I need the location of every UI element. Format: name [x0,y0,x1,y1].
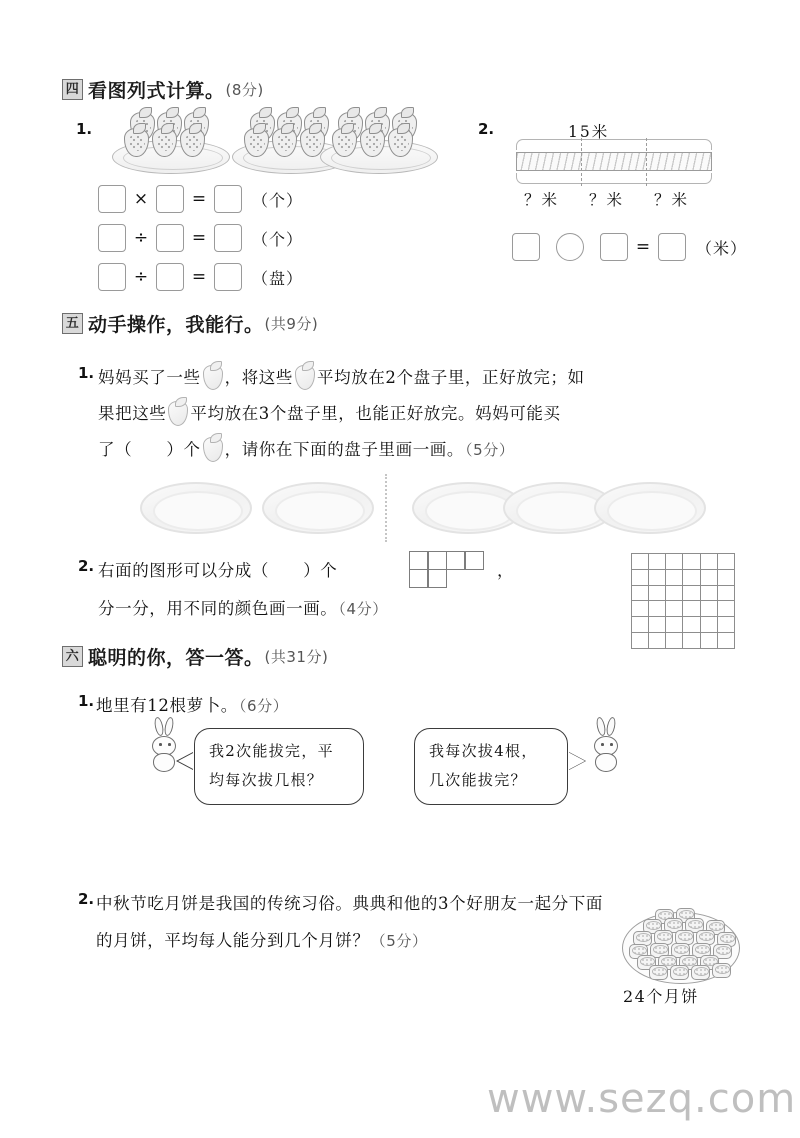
s5-q1-number: 1. [78,364,95,382]
answer-box[interactable] [156,185,184,213]
s4-q1-equation-row-1 [98,185,303,213]
s5-q1-text-a: 妈妈买了一些 [98,368,201,387]
s6-q1-text [96,690,288,721]
total-brace [516,139,712,150]
rope-bar-icon [516,152,712,171]
mooncake-icon [712,963,731,978]
section-heading-6 [62,643,328,670]
s6-q2-line-2 [96,925,428,956]
s5-q2-points: （4分） [338,600,388,618]
pear-icon [295,365,315,390]
s5-q2-line-1 [98,555,337,586]
bubble-right-line-1: 我每次拔4根， [429,742,538,760]
answer-box[interactable] [600,233,628,261]
segment-brace [516,173,712,184]
grid-cell[interactable] [701,554,718,570]
answer-box[interactable] [512,233,540,261]
grid-cell[interactable] [649,554,666,570]
shape-cell [465,551,484,570]
section-badge-4: 四 [62,79,83,100]
pear-icon [203,437,223,462]
answer-box[interactable] [98,263,126,291]
rabbit-right-icon [588,726,624,774]
s5-q2-text-b: 分一分，用不同的颜色画一画。 [98,599,338,618]
s6-q1-number: 1. [78,692,95,710]
s4-q2-rope-diagram [516,152,712,171]
answer-box[interactable] [214,185,242,213]
grid-cell[interactable] [718,617,735,633]
answer-box[interactable] [214,263,242,291]
grid-cell[interactable] [683,554,700,570]
mooncake-icon [670,965,689,980]
grid-cell[interactable] [649,601,666,617]
rabbit-eye-icon [610,743,613,746]
grid-cell[interactable] [683,586,700,602]
section-points-5: (共9分) [264,315,319,333]
draw-plate-left-2[interactable] [262,482,374,534]
shape-cell [409,569,428,588]
grid-cell[interactable] [649,570,666,586]
s5-q1-text-f: 了（ ）个 [98,440,201,459]
grid-cell[interactable] [666,601,683,617]
mooncake-icon [649,965,668,980]
rabbit-ear-icon [605,716,617,736]
site-watermark: www.sezq.com [487,1076,797,1122]
speech-bubble-right [414,728,568,805]
draw-plate-right-3[interactable] [594,482,706,534]
grid-cell[interactable] [649,586,666,602]
shape-cell [428,551,447,570]
rabbit-body-icon [153,753,175,772]
grid-cell[interactable] [718,586,735,602]
unit-label: （个） [252,229,304,249]
grid-cell[interactable] [632,617,649,633]
rabbit-ear-icon [595,716,607,736]
s5-q2-comma: ， [497,561,515,580]
s4-q2-number: 2. [478,120,495,138]
s5-q1-line-2 [98,398,561,429]
grid-cell[interactable] [701,586,718,602]
s4-q2-equation-row [512,233,747,261]
section-badge-6: 六 [62,646,83,667]
grid-cell[interactable] [632,601,649,617]
shape-cell [409,551,428,570]
answer-box[interactable] [98,224,126,252]
grid-cell[interactable] [649,617,666,633]
mooncake-icon [691,965,710,980]
plates-divider [385,474,387,542]
grid-cell[interactable] [718,601,735,617]
bubble-left-line-2: 均每次拔几根？ [209,771,324,790]
s6-q1-points: （6分） [238,697,289,715]
s5-q2-line-2 [98,593,388,624]
grid-cell[interactable] [649,633,666,649]
section-heading-4 [62,76,264,103]
section-title-5: 动手操作，我能行。 [88,314,264,336]
s6-q2-line-1: 中秋节吃月饼是我国的传统习俗。典典和他的3个好朋友一起分下面 [96,894,603,913]
answer-box[interactable] [156,224,184,252]
equals-symbol: = [191,267,207,287]
grid-cell[interactable] [701,617,718,633]
s5-q2-number: 2. [78,557,95,575]
unit-label: （个） [252,190,304,210]
shape-cell [428,569,447,588]
section-badge-5: 五 [62,313,83,334]
s4-q1-number: 1. [76,120,93,138]
grid-cell[interactable] [666,554,683,570]
s5-q1-line-1 [98,362,585,393]
answer-box[interactable] [658,233,686,261]
s5-q1-text-e: 平均放在3个盘子里，也能正好放完。妈妈可能买 [190,404,561,423]
grid-cell[interactable] [632,554,649,570]
unit-label: （米） [696,238,748,258]
grid-cell[interactable] [701,633,718,649]
s5-q2-text-a: 右面的图形可以分成（ ）个 [98,561,338,580]
pear-icon [203,365,223,390]
pear-icon [168,401,188,426]
s4-q2-segment-label-1: ？米 [524,191,560,209]
grid-cell[interactable] [666,586,683,602]
bubble-left-line-1: 我2次能拔完，平 [209,742,334,760]
unit-label: （盘） [252,268,304,288]
answer-box[interactable] [214,224,242,252]
speech-bubble-left [194,728,364,805]
rabbit-left-icon [146,726,182,774]
polyomino-shape [409,551,489,591]
bubble-right-line-2: 几次能拔完？ [429,771,527,790]
grid-cell[interactable] [683,617,700,633]
speech-tail-right [568,752,585,770]
section-points-4: (8分) [225,81,264,99]
grid-cell[interactable] [666,617,683,633]
answer-box[interactable] [98,185,126,213]
grid-cell[interactable] [666,570,683,586]
s5-q1-text-c: 平均放在2个盘子里，正好放完；如 [317,368,585,387]
operator-symbol: × [133,189,149,209]
grid-cell[interactable] [632,570,649,586]
strawberry-plate-1 [112,112,230,174]
section-title-4: 看图列式计算。 [88,80,225,102]
segment-divider [646,138,647,186]
rabbit-eye-icon [601,743,604,746]
s5-q1-text-d: 果把这些 [98,404,167,423]
s5-q1-text-g: ，请你在下面的盘子里画一画。 [224,440,465,459]
grid-cell[interactable] [701,570,718,586]
grid-cell[interactable] [632,633,649,649]
equals-symbol: = [635,237,651,257]
s5-q1-text-b: ，将这些 [224,368,294,387]
s6-q2-number: 2. [78,890,95,908]
strawberry-plate-3 [320,112,438,174]
s6-q2-question: 的月饼，平均每人能分到几个月饼？ [96,931,370,950]
s4-q1-equation-row-3 [98,263,303,291]
section-points-6: (共31分) [264,648,329,666]
speech-tail-left [178,752,195,770]
draw-plate-left-1[interactable] [140,482,252,534]
s5-q1-points: （5分） [465,441,515,459]
s4-q1-equation-row-2 [98,224,303,252]
equals-symbol: = [191,189,207,209]
s6-q1-statement: 地里有12根萝卜。 [96,696,238,715]
shape-cell [446,551,465,570]
rabbit-body-icon [595,753,617,772]
grid-cell[interactable] [718,570,735,586]
s5-q1-line-3 [98,434,514,465]
grid-cell[interactable] [632,586,649,602]
equals-symbol: = [191,228,207,248]
grid-cell[interactable] [683,633,700,649]
grid-cell[interactable] [718,554,735,570]
s4-q2-segment-label-2: ？米 [589,191,625,209]
grid-cell[interactable] [701,601,718,617]
mooncake-caption: 24个月饼 [623,987,699,1006]
mooncake-plate-icon [622,912,740,984]
grid-cell[interactable] [718,633,735,649]
operator-circle-box[interactable] [556,233,584,261]
operator-symbol: ÷ [133,267,149,287]
operator-symbol: ÷ [133,228,149,248]
grid-cell[interactable] [683,570,700,586]
grid-cell[interactable] [666,633,683,649]
answer-box[interactable] [156,263,184,291]
rabbit-eye-icon [168,743,171,746]
section-heading-5 [62,310,318,337]
rabbit-eye-icon [159,743,162,746]
segment-divider [581,138,582,186]
section-title-6: 聪明的你，答一答。 [88,647,264,669]
s4-q2-total-label: 15米 [568,123,610,141]
grid-cell[interactable] [683,601,700,617]
s6-q2-points: （5分） [370,932,428,950]
s4-q2-segment-label-3: ？米 [654,191,690,209]
drawing-grid-6x6[interactable] [631,553,735,649]
